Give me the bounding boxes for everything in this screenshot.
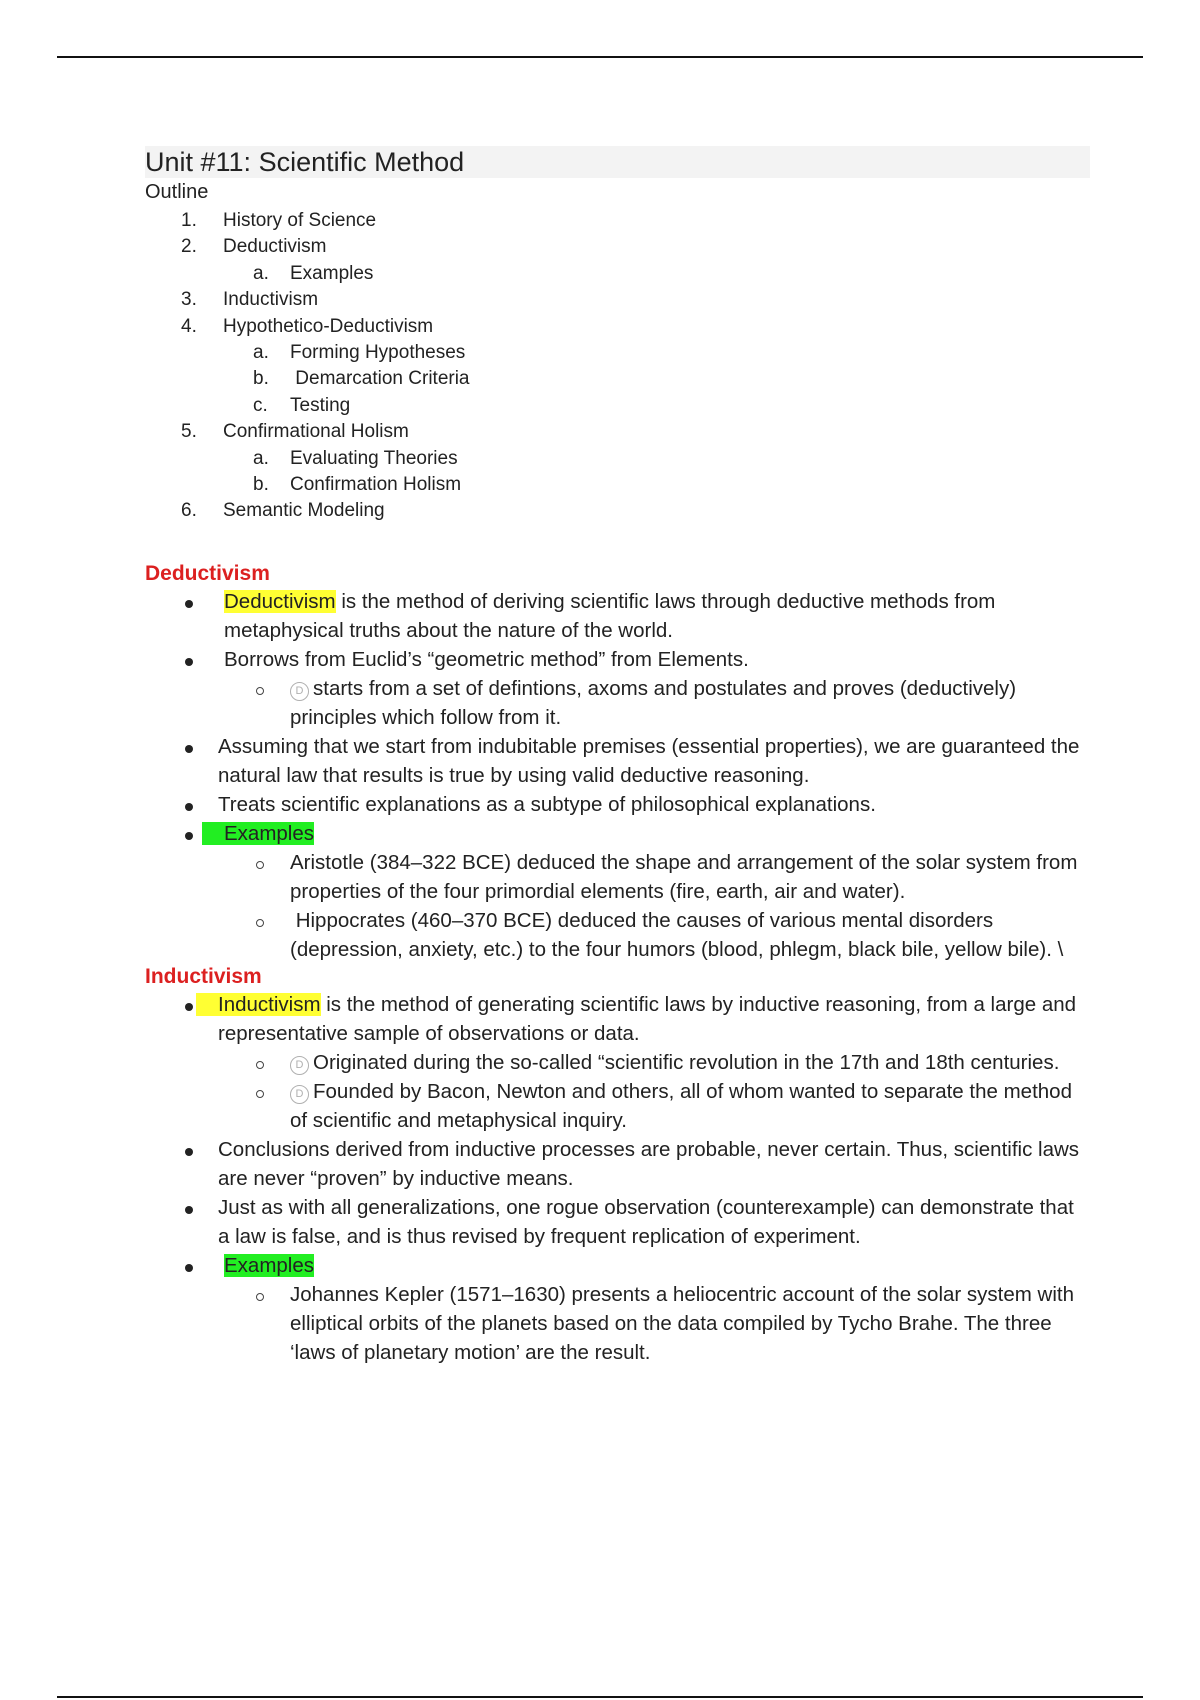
list-item (145, 1251, 1090, 1367)
sublist (145, 1048, 1090, 1135)
list-item (145, 645, 1090, 732)
bullet-icon (185, 745, 193, 753)
outline-text: Forming Hypotheses (290, 342, 466, 364)
bullet-text: Borrows from Euclid’s “geometric method” from Elements. (224, 647, 749, 671)
outline-marker: 4. (181, 315, 197, 337)
outline-item (145, 208, 1090, 234)
examples-label: Examples (224, 1253, 315, 1277)
sublist-item (145, 1280, 1090, 1367)
outline-marker: b. (253, 368, 269, 390)
list-item (145, 1193, 1090, 1251)
outline-subitem (145, 340, 1090, 366)
deductivism-list (145, 587, 1090, 964)
outline-marker: a. (253, 447, 269, 469)
sub-bullet-text: Originated during the so-called “scientific revolution in the 17th and 18th centuries. (313, 1050, 1060, 1074)
outline-marker: c. (253, 394, 268, 416)
circled-d-icon: D (290, 1056, 309, 1075)
outline-text: Confirmational Holism (223, 421, 409, 443)
list-item (145, 990, 1090, 1135)
outline-marker: 6. (181, 500, 197, 522)
outline-text: Hypothetico-Deductivism (223, 315, 434, 337)
outline-text: Evaluating Theories (290, 447, 458, 469)
examples-sublist (145, 848, 1090, 964)
list-item (145, 1135, 1090, 1193)
circle-bullet-icon (256, 687, 264, 695)
list-item (145, 790, 1090, 819)
outline-text: Testing (290, 394, 351, 416)
list-item (145, 819, 1090, 964)
circle-bullet-icon (256, 1090, 264, 1098)
sublist-item (145, 848, 1090, 906)
sub-bullet-text: Founded by Bacon, Newton and others, all of whom wanted to separate the method of scientific and metaphysical inquiry. (290, 1079, 1072, 1132)
sublist-item (145, 1048, 1090, 1077)
outline-marker: a. (253, 262, 269, 284)
bullet-icon (185, 1148, 193, 1156)
outline-marker: 1. (181, 210, 197, 231)
outline-text: Inductivism (223, 289, 319, 311)
circled-d-icon: D (290, 682, 309, 701)
list-item (145, 732, 1090, 790)
circle-bullet-icon (256, 861, 264, 869)
sublist-item (145, 1077, 1090, 1135)
examples-label: Examples (202, 822, 314, 845)
outline-label: Outline (145, 181, 209, 203)
bullet-icon (185, 600, 193, 608)
outline-text: Confirmation Holism (290, 474, 462, 496)
outline-text: History of Science (223, 210, 377, 231)
bullet-text: is the method of deriving scientific laws through deductive methods from metaphysical truths about the nature of the world. (224, 589, 996, 642)
list-item (145, 587, 1090, 645)
outline-marker: b. (253, 474, 269, 496)
sublist-item (145, 906, 1090, 964)
bullet-icon (185, 658, 193, 666)
outline-item (145, 234, 1090, 260)
title-bar (145, 146, 1090, 178)
bottom-rule (57, 1696, 1143, 1698)
outline-item (145, 287, 1090, 313)
bullet-icon (185, 803, 193, 811)
outline-marker: 2. (181, 236, 197, 258)
bullet-text: Conclusions derived from inductive processes are probable, never certain. Thus, scientific laws are never “proven” by inductive means. (218, 1137, 1080, 1190)
outline-subitem (145, 261, 1090, 287)
document-body (145, 146, 1090, 1367)
sublist (145, 674, 1090, 732)
sub-bullet-text: starts from a set of defintions, axoms and postulates and proves (deductively) principles which follow from it. (290, 676, 1017, 729)
example-text: Aristotle (384–322 BCE) deduced the shape and arrangement of the solar system from properties of the four primordial elements (fire, earth, air and water). (290, 850, 1078, 903)
sublist-item (145, 674, 1090, 732)
highlighted-term: Inductivism (196, 993, 321, 1016)
outline-subitem (145, 472, 1090, 498)
example-text: Hippocrates (460–370 BCE) deduced the causes of various mental disorders (depression, anxiety, etc.) to the four humors (blood, phlegm, black bile, yellow bile). \ (290, 908, 1064, 961)
circle-bullet-icon (256, 1293, 264, 1301)
section-heading-inductivism: Inductivism (145, 964, 262, 988)
outline-marker: a. (253, 342, 269, 364)
section-heading-deductivism: Deductivism (145, 561, 270, 585)
bullet-icon (185, 1206, 193, 1214)
outline-text: Semantic Modeling (223, 500, 385, 522)
outline-text: Examples (290, 262, 374, 284)
outline-subitem (145, 393, 1090, 419)
page-title: Unit #11: Scientific Method (145, 147, 465, 177)
outline-text: Demarcation Criteria (290, 368, 470, 390)
example-text: Johannes Kepler (1571–1630) presents a heliocentric account of the solar system with elliptical orbits of the planets based on the data compiled by Tycho Brahe. The three ‘laws of planetary motion’ are the result. (290, 1282, 1075, 1364)
bullet-text: is the method of generating scientific laws by inductive reasoning, from a large and representative sample of observations or data. (218, 992, 1077, 1045)
top-rule (57, 56, 1143, 58)
bullet-text: Assuming that we start from indubitable premises (essential properties), we are guaranteed the natural law that results is true by using valid deductive reasoning. (218, 734, 1080, 787)
examples-sublist (145, 1280, 1090, 1367)
outline-subitem (145, 446, 1090, 472)
bullet-icon (185, 832, 193, 840)
bullet-text: Just as with all generalizations, one rogue observation (counterexample) can demonstrate that a law is false, and is thus revised by frequent replication of experiment. (218, 1195, 1074, 1248)
outline-item (145, 314, 1090, 340)
bullet-icon (185, 1003, 193, 1011)
bullet-text: Treats scientific explanations as a subtype of philosophical explanations. (218, 792, 876, 816)
outline-text: Deductivism (223, 236, 327, 258)
circle-bullet-icon (256, 1061, 264, 1069)
outline-marker: 5. (181, 421, 197, 443)
outline-item (145, 498, 1090, 524)
circle-bullet-icon (256, 919, 264, 927)
circled-d-icon: D (290, 1085, 309, 1104)
outline-list (145, 208, 1090, 525)
inductivism-list (145, 990, 1090, 1367)
outline-subitem (145, 366, 1090, 392)
outline-marker: 3. (181, 289, 197, 311)
highlighted-term: Deductivism (224, 589, 336, 613)
bullet-icon (185, 1264, 193, 1272)
outline-item (145, 419, 1090, 445)
